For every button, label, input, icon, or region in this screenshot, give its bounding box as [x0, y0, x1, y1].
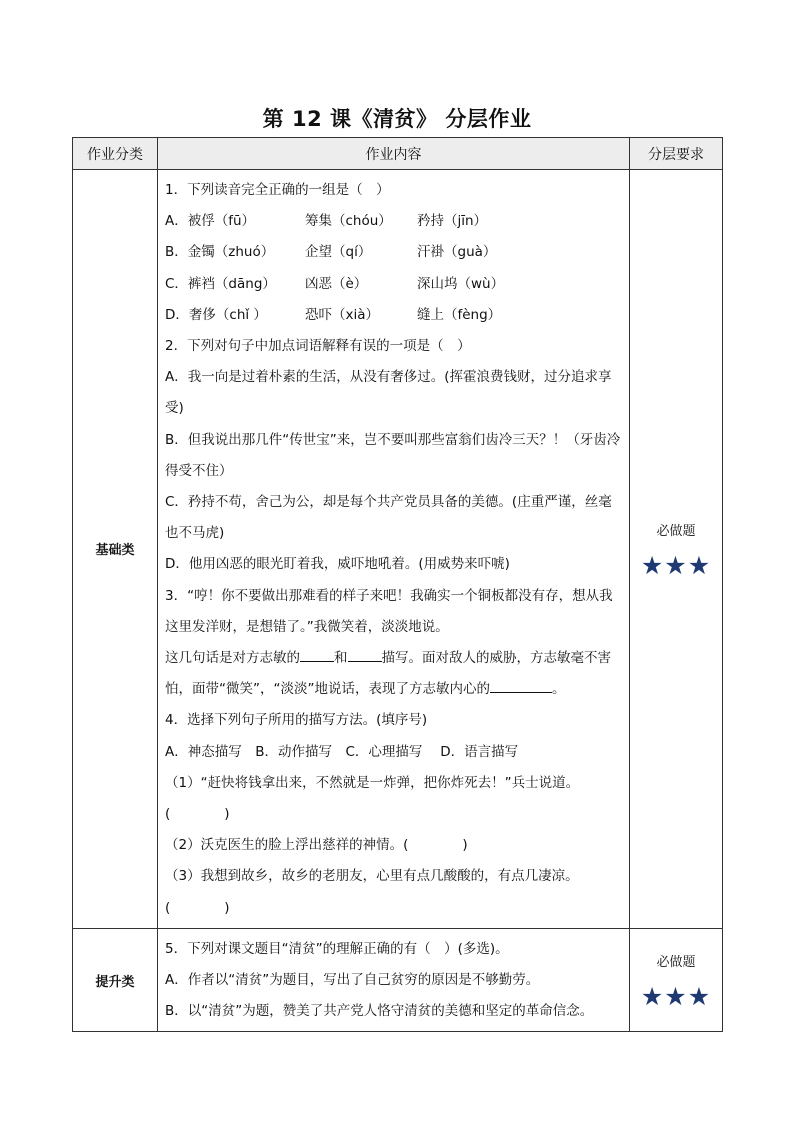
question-1: 1．下列读音完全正确的一组是（ ）	[165, 182, 390, 198]
option-text: A．我一向是过着朴素的生活，从没有奢侈过。(挥霍浪费钱财，过分追求享受)	[165, 369, 612, 417]
header-content: 作业内容	[158, 138, 630, 170]
category-cell: 基础类	[73, 170, 158, 929]
question-5: 5．下列对课文题目“清贫”的理解正确的有（ ）(多选)。	[165, 940, 509, 957]
header-requirement: 分层要求	[630, 138, 723, 170]
question-2: 2．下列对句子中加点词语解释有误的一项是（ ）	[165, 338, 471, 355]
header-row	[73, 138, 723, 170]
option-text: D．他用凶恶的眼光盯着我，威吓地吼着。(用威势来吓唬)	[165, 556, 510, 573]
option-text: A．神态描写 B．动作描写 C．心理描写 D．语言描写	[165, 743, 519, 760]
star-rating-icon: ★★★	[640, 982, 712, 1012]
star-rating-icon: ★★★	[640, 550, 712, 580]
content-cell	[158, 928, 630, 1032]
answer-parentheses[interactable]: ( )	[165, 806, 230, 823]
option-row: A．被俘（fū） 筹集（chóu） 矜持（jīn）	[165, 213, 488, 230]
table-row	[73, 170, 723, 929]
requirement-cell	[630, 928, 723, 1032]
homework-table	[72, 137, 723, 1032]
answer-blank[interactable]	[490, 674, 552, 693]
requirement-cell	[630, 170, 723, 929]
option-text: A．作者以“清贫”为题目，写出了自己贫穷的原因是不够勤劳。	[165, 972, 540, 989]
header-category: 作业分类	[73, 138, 158, 170]
option-text: C．矜持不苟，舍己为公，却是每个共产党员具备的美德。(庄重严谨，丝毫也不马虎)	[165, 494, 612, 542]
answer-blank[interactable]	[300, 643, 334, 662]
requirement-label: 必做题	[656, 523, 696, 539]
question-3: 3．“哼！你不要做出那难看的样子来吧！我确实一个铜板都没有存，想从我这里发洋财，是想错了。”我微笑着，淡淡地说。	[165, 587, 613, 635]
option-row: C．裤裆（dāng） 凶恶（è） 深山坞（wù）	[165, 275, 505, 292]
option-row: D．奢侈（chǐ ） 恐吓（xià） 缝上（fèng）	[165, 306, 502, 323]
sentence-2: （2）沃克医生的脸上浮出慈祥的神情。( )	[165, 837, 468, 854]
option-row: B．金镯（zhuó） 企望（qí） 汗褂（guà）	[165, 244, 497, 261]
sentence-1: （1）“赶快将钱拿出来，不然就是一炸弹，把你炸死去！”兵士说道。	[165, 774, 580, 791]
table-row	[73, 928, 723, 1032]
requirement-label: 必做题	[656, 955, 696, 971]
page-title: 第 12 课《清贫》 分层作业	[262, 107, 532, 131]
question-4: 4．选择下列句子所用的描写方法。(填序号)	[165, 712, 428, 729]
question-3-fill: 这几句话是对方志敏的 和 描写。面对敌人的威胁，方志敏毫不害怕，面带“微笑”，“淡淡”地说话，表现了方志敏内心的 。	[165, 643, 623, 705]
content-cell	[158, 170, 630, 929]
sentence-3: （3）我想到故乡，故乡的老朋友，心里有点几酸酸的，有点几凄凉。	[165, 868, 579, 885]
answer-parentheses[interactable]: ( )	[165, 899, 230, 916]
answer-blank[interactable]	[348, 643, 382, 662]
category-cell: 提升类	[73, 928, 158, 1032]
option-text: B．以“清贫”为题，赞美了共产党人恪守清贫的美德和坚定的革命信念。	[165, 1003, 594, 1020]
option-text: B．但我说出那几件“传世宝”来，岂不要叫那些富翁们齿冷三天？！（牙齿冷得受不住）	[165, 431, 621, 479]
